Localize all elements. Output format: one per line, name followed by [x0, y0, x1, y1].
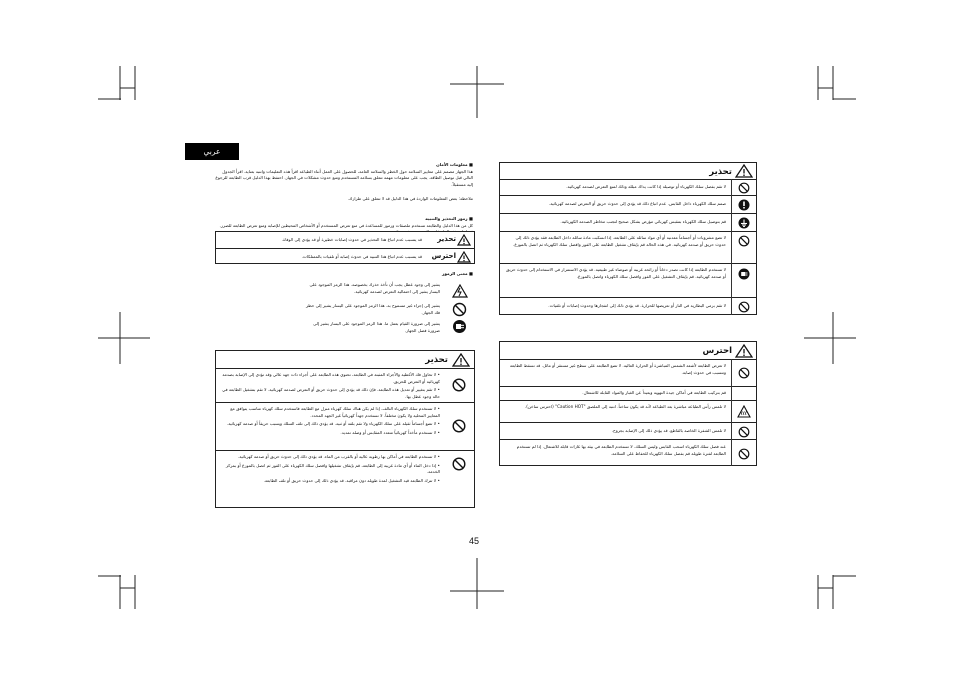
right-warning-table	[499, 162, 757, 315]
right-caution-header	[500, 342, 756, 359]
left-warning-row-2	[216, 402, 474, 450]
prohibited-icon	[738, 367, 750, 379]
list-item: • لا تستخدم الطابعة في أماكن بها رطوبة عالية أو بالقرب من الماء. قد يؤدي ذلك إلى حدوث حريق أو صدمة كهربائية.	[220, 454, 440, 461]
warning-triangle-icon	[457, 234, 471, 246]
prohibited-icon	[738, 426, 750, 438]
row-text: صمم سلك الكهرباء داخل القابس. عدم اتباع ذلك قد يؤدي إلى حدوث حريق أو التعرض لصدمة كهربائية.	[548, 201, 726, 206]
list-item: • لا تضع أجساماً ثقيلة على سلك الكهرباء ولا تقم بلفه أو ثنيه. قد يؤدي ذلك إلى تلف السلك ويسبب حريقاً أو صدمة كهربائية.	[220, 421, 440, 428]
row-text: لا تعرض الطابعة لأشعة الشمس المباشرة أو الحرارة العالية. لا تضع الطابعة على سطح غير مستقر أو مائل. قد تسقط الطابعة وتتسبب في حدوث إصابة.	[509, 363, 726, 375]
list-item: • لا تستخدم مأخذاً كهربائياً متعدد المقابس أو وصلة تمديد.	[220, 430, 440, 437]
right-caution-title: احترس	[702, 346, 732, 356]
list-item: • إذا دخل الماء أو أي مادة غريبة إلى الطابعة، قم بإيقاف تشغيلها وافصل سلك الكهرباء على الفور ثم اتصل بالموزع أو بمركز الخدمة.	[220, 463, 440, 476]
list-item: • لا تستخدم سلك الكهرباء التالف. إذا لم يكن هناك سلك كهرباء منزل مع الطابعة فاستخدم سلك كهرباء مناسب يتوافق مع المعايير المحلية ولا يكون مختلفاً. لا تستخدم جهداً كهربائياً غير الجهد المحدد.	[220, 406, 440, 419]
prohibited-icon	[452, 457, 466, 471]
right-caution-row-4	[500, 422, 756, 439]
right-warning-header	[500, 163, 756, 179]
right-warning-row-1	[500, 179, 756, 195]
legend-warning-label: تحذير	[437, 235, 456, 243]
legend-row-warning	[216, 232, 476, 248]
unplug-icon	[452, 319, 467, 334]
row-text: لا تضع مشروبات أو أجساماً معدنية أو أي مواد سائلة على الطابعة. إذا انسكبت مادة سائلة داخل الطابعة فقد يؤدي ذلك إلى حدوث حريق أو صدمة كهربائية. في هذه الحالة قم بإيقاف تشغيل الطابعة على الفور وافصل سلك الكهرباء ثم اتصل بالموزع.	[513, 235, 726, 247]
right-warning-title: تحذير	[709, 167, 732, 177]
prohibited-icon	[738, 235, 750, 247]
language-tag: عربي	[185, 143, 239, 160]
row-text: قم بتوصيل سلك الكهرباء بمقبس كهربائي مؤرض بشكل صحيح لتجنب مخاطر الصدمة الكهربائية.	[560, 219, 726, 224]
right-caution-row-5	[500, 439, 756, 466]
row-text: لا تقم برمي البطارية في النار أو تعريضها للحرارة. قد يؤدي ذلك إلى انفجارها وحدوث إصابات أو تلفيات.	[548, 303, 726, 308]
ground-icon	[738, 217, 750, 229]
left-warning-table	[215, 350, 475, 508]
row-text: لا تلمس رأس الطباعة مباشرة بعد الطباعة لأنه قد يكون ساخناً. انتبه إلى الملصق "Caution HOT" (احترس ساخن).	[524, 404, 726, 409]
symbols-meaning-heading: ■ معنى الرموز	[441, 271, 473, 276]
right-warning-row-3	[500, 213, 756, 231]
prohibited-icon	[452, 378, 466, 392]
warning-triangle-icon	[452, 284, 468, 298]
legend-caution-text: قد يتسبب عدم اتباع هذا التنبيه في حدوث إصابة أو تلفيات بالممتلكات.	[301, 254, 422, 259]
unplug-icon	[738, 268, 750, 280]
warning-triangle-icon	[735, 344, 753, 358]
column-divider	[731, 359, 732, 466]
row-text: لا تستخدم الطابعة إذا كانت تصدر دخاناً أو رائحة غريبة أو ضوضاء غير طبيعية. قد يؤدي الاستمرار في الاستخدام إلى حدوث حريق أو صدمة كهربائية. قم بإيقاف التشغيل على الفور وافصل سلك الكهرباء واتصل بالموزع.	[506, 267, 726, 279]
safety-info-section	[215, 162, 473, 236]
prohibited-icon	[452, 302, 467, 317]
left-warning-row-1	[216, 368, 474, 402]
left-warning-title: تحذير	[425, 355, 448, 365]
right-warning-row-4	[500, 231, 756, 263]
list-item: • لا تترك الطابعة قيد التشغيل لمدة طويلة دون مراقبة. قد يؤدي ذلك إلى حدوث حريق أو تلف الطابعة.	[220, 478, 440, 485]
prohibited-icon	[738, 301, 750, 313]
symbol-desc-prohibited: يشير إلى إجراء غير مسموح به. هذا الرمز الموجود على اليسار يشير إلى حظر فك الجهاز.	[305, 303, 440, 315]
right-caution-row-1	[500, 359, 756, 386]
left-warning-header	[216, 351, 474, 368]
right-warning-row-5	[500, 263, 756, 297]
row-text: قم بتركيب الطابعة في أماكن جيدة التهوية وبعيداً عن الغبار والمواد القابلة للاشتعال.	[582, 390, 726, 395]
right-caution-row-2	[500, 386, 756, 400]
right-caution-table	[499, 341, 757, 466]
legend-table	[215, 231, 475, 264]
legend-caution-label: احترس	[431, 252, 456, 260]
left-warning-row-3	[216, 450, 474, 508]
page-number: 45	[469, 536, 480, 546]
row-text: لا تقم بفصل سلك الكهرباء أو توصيله إذا كانت يداك مبللة وذلك لمنع التعرض لصدمة كهربائية.	[566, 184, 726, 189]
warning-triangle-icon	[452, 353, 470, 367]
hot-warning-icon	[737, 405, 751, 418]
warning-triangle-icon	[457, 251, 471, 263]
symbol-desc-unplug: يشير إلى ضرورة القيام بعمل ما. هذا الرمز الموجود على اليسار يشير إلى ضرورة فصل الجهاز.	[313, 321, 440, 333]
right-warning-row-2	[500, 195, 756, 213]
row-text: لا تلمس الشفرة الخاصة بالقاطع. قد يؤدي ذلك إلى الإصابة بجروح.	[611, 428, 726, 433]
legend-warning-text: قد يتسبب عدم اتباع هذا التحذير في حدوث إصابات خطيرة أو قد يؤدي إلى الوفاة.	[281, 237, 422, 242]
legend-row-caution	[216, 248, 474, 264]
mandatory-icon	[738, 199, 750, 211]
prohibited-icon	[738, 182, 750, 194]
note-text: ملاحظة: بعض المعلومات الواردة في هذا الدليل قد لا تتعلق على طرازك.	[347, 196, 473, 202]
symbols-section-body: كل من هذا الدليل والطابعة تستخدم ملصقات ورموز للمساعدة في منع تعرض المستخدم أو الأشخاص المحيطين للإصابة ومنع تعرض الطابعة للضرر.	[219, 222, 473, 228]
list-item: • لا تقم بتغيير أو تعديل هذه الطابعة. فإن ذلك قد يؤدي إلى حدوث حريق أو التعرض لصدمة كهربائية. لا تقم بتشغيل الطابعة في حالة وجود عطل بها.	[220, 387, 440, 400]
prohibited-icon	[738, 448, 750, 460]
row-text: عند فصل سلك الكهرباء اسحب القابس وليس السلك. لا تستخدم الطابعة في بيئة بها غازات قابلة للاشتعال. إذا لم تستخدم الطابعة لفترة طويلة قم بفصل سلك الكهرباء للحفاظ على السلامة.	[516, 444, 726, 456]
column-divider	[731, 179, 732, 315]
symbols-section-heading: ■ رموز التحذير والتنبيه	[425, 215, 473, 221]
warning-triangle-icon	[735, 164, 753, 178]
symbol-desc-warning: يشير إلى وجود عطل يجب أن تأخذ حذرك بخصوصه. هذا الرمز الموجود على اليسار يشير إلى احتمالية التعرض لصدمة كهربائية.	[309, 282, 440, 294]
prohibited-icon	[452, 419, 466, 433]
right-caution-row-3	[500, 400, 756, 422]
right-warning-row-6	[500, 297, 756, 315]
safety-info-heading: ■ معلومات الأمان	[436, 162, 473, 167]
list-item: • لا تحاول فك الأغطية والأجزاء المثبتة في الطابعة، تحتوي هذه الطابعة على أجزاء ذات جهد عالي وقد تؤدي إلى الإصابة بصدمة كهربائية أو التعرض للحريق.	[220, 372, 440, 385]
safety-info-body: هذا الجهاز مصمم على معايير السلامة حول الخطر والسلامة العامة، للحصول على العمل أثناء الطباعة اقرأ هذه التعليمات وانتبه بعناية. اقرأ الجدول التالي قبل توصيل الطاقة. يجب على معلومات مهمة تتعلق بسلامة المستخدم ومنع حدوث مشكلات في الجهاز. احتفظ بهذا الدليل قرب الطابعة للرجوع إليه مستقبلاً.	[215, 168, 473, 187]
